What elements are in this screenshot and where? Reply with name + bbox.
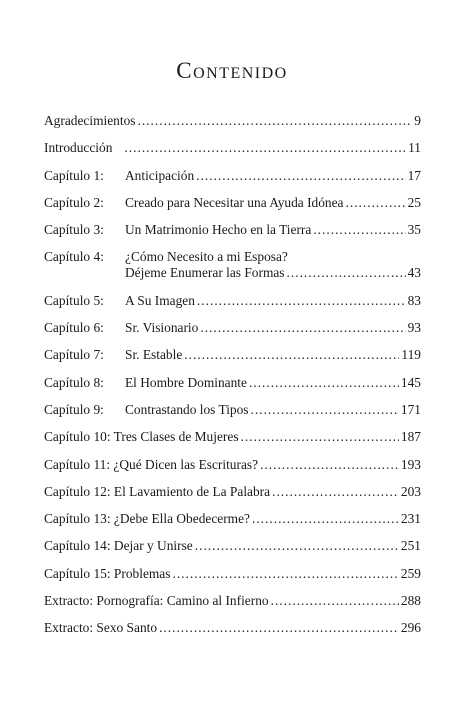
dot-leader [184,347,399,363]
toc-entry-page: 187 [400,429,421,445]
toc-chapter-label: Capítulo 2: [44,194,104,210]
dot-leader [249,375,399,391]
toc-entry-page: 145 [400,374,421,390]
toc-entry-label: Agradecimientos [44,113,136,128]
toc-entry-chapter-7 [44,347,421,363]
toc-entry-page: 93 [407,320,421,336]
toc-chapter-title: Sr. Visionario [125,320,199,336]
toc-chapter-label: Capítulo 4: [44,249,104,265]
dot-leader [200,320,405,336]
toc-entry-page: 119 [401,347,421,363]
toc-entry-label: Introducción [44,140,113,156]
toc-entry-page: 171 [400,401,421,417]
toc-entry-page: 35 [407,222,421,238]
toc-chapter-title: Creado para Necesitar una Ayuda Idónea [125,194,344,210]
toc-entry-chapter-12 [44,484,421,500]
toc-entry-page: 288 [400,593,421,609]
toc-entry-chapter-11 [44,457,421,473]
toc-entry-chapter-8 [44,375,421,391]
toc-entry-page: 9 [414,113,421,128]
toc-entry-page: 296 [400,620,421,636]
dot-leader [260,457,399,473]
dot-leader [159,620,399,636]
toc-entry-page: 203 [400,483,421,499]
toc-entry-extract-2 [44,620,421,636]
dot-leader [313,222,405,238]
toc-entry-label: Capítulo 14: Dejar y Unirse [44,538,193,554]
toc-chapter-title: ¿Cómo Necesito a mi Esposa? [125,249,288,265]
dot-leader [251,402,399,418]
toc-entry-chapter-6 [44,320,421,336]
dot-leader [137,113,412,129]
toc-entry-chapter-2 [44,195,421,211]
toc-chapter-title: Contrastando los Tipos [125,401,249,417]
dot-leader [172,566,398,582]
toc-entry-chapter-5 [44,293,421,309]
toc-entry-page: 83 [407,292,421,308]
toc-chapter-title-continued: Déjeme Enumerar las Formas [125,265,285,281]
toc-entry-label: Capítulo 13: ¿Debe Ella Obedecerme? [44,511,250,527]
dot-leader [195,538,399,554]
toc-chapter-title: A Su Imagen [125,292,195,308]
toc-entry-chapter-9 [44,402,421,418]
toc-entry-page: 193 [400,456,421,472]
toc-chapter-label: Capítulo 8: [44,374,104,390]
toc-entry-page: 231 [400,511,421,527]
dot-leader [252,511,399,527]
toc-chapter-title: Anticipación [125,167,195,183]
dot-leader [346,195,406,211]
toc-entry-page: 25 [407,194,421,210]
toc-entry-label: Capítulo 11: ¿Qué Dicen las Escrituras? [44,456,259,472]
toc-entry-chapter-13 [44,511,421,527]
dot-leader [197,293,406,309]
toc-entry-extract-1 [44,593,421,609]
toc-entry-page: 251 [400,538,421,554]
toc-chapter-label: Capítulo 7: [44,347,104,363]
toc-chapter-label: Capítulo 1: [44,167,104,183]
toc-entry-label: Capítulo 12: El Lavamiento de La Palabra [44,483,271,499]
toc-entry-chapter-15 [44,566,421,582]
toc-chapter-label: Capítulo 6: [44,320,104,336]
toc-entry-page: 11 [408,140,421,156]
toc-entry-agradecimientos [44,113,421,129]
toc-entry-introduccion [44,140,421,156]
toc-entry-chapter-14 [44,538,421,554]
toc-entry-label: Capítulo 15: Problemas [44,565,171,581]
toc-chapter-title: Un Matrimonio Hecho en la Tierra [125,222,312,238]
toc-entry-page: 17 [407,167,421,183]
toc-chapter-title: Sr. Estable [125,347,183,363]
toc-entry-chapter-1 [44,168,421,184]
toc-entry-label: Extracto: Sexo Santo [44,620,158,636]
toc-entry-page: 43 [407,265,421,281]
toc-chapter-title: El Hombre Dominante [125,374,247,390]
toc-entry-chapter-3 [44,222,421,238]
dot-leader [196,168,405,184]
dot-leader [241,429,399,445]
dot-leader [287,265,406,281]
dot-leader [124,140,406,156]
dot-leader [272,484,399,500]
toc-entry-label: Capítulo 10: Tres Clases de Mujeres [44,429,239,445]
toc-chapter-label: Capítulo 9: [44,401,104,417]
toc-entry-label: Extracto: Pornografía: Camino al Infierno [44,593,269,609]
toc-chapter-label: Capítulo 5: [44,292,104,308]
toc-entry-page: 259 [400,565,421,581]
page-title: Contenido [176,58,288,83]
toc-entry-chapter-4 [44,249,421,281]
toc-chapter-label: Capítulo 3: [44,222,104,238]
toc-entry-chapter-10 [44,429,421,445]
table-of-contents [44,113,421,648]
dot-leader [271,593,399,609]
